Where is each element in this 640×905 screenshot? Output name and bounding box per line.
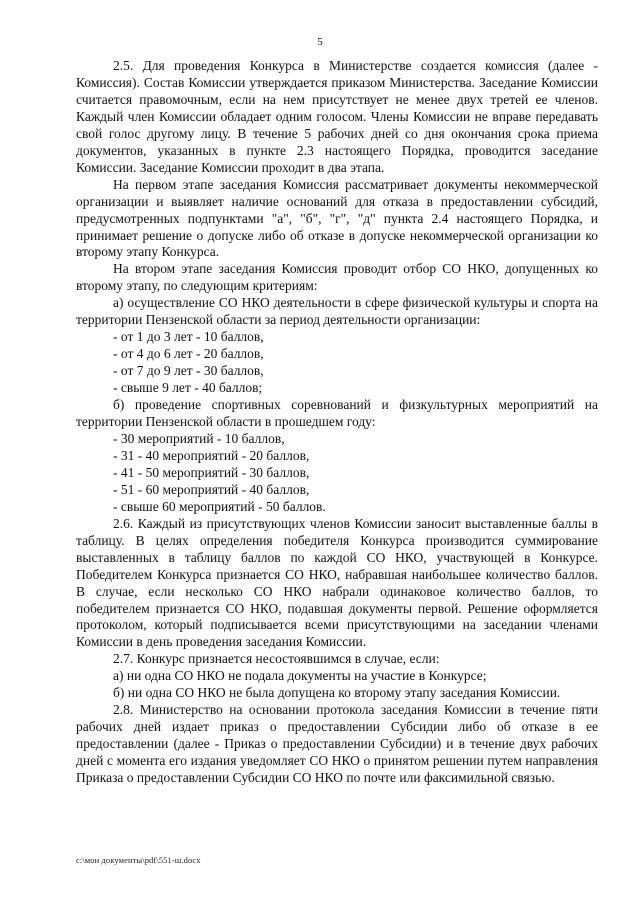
condition-a: а) ни одна СО НКО не подала документы на участие в Конкурсе; <box>113 668 487 684</box>
paragraph-2-5: 2.5. Для проведения Конкурса в Министерстве создается комиссия (далее - Комиссия). Состав Комиссии утверждается приказом Министерства. Заседание Комиссии считается правомочным, если на нем присутствует не менее двух третей ее членов. Каждый член Комиссии обладает одним голосом. Члены Комиссии не вправе передавать свой голос другому лицу. В течение 5 рабочих дней со дня окончания срока приема документов, указанных в пункте 2.3 настоящего Порядка, проводится заседание Комиссии. Заседание Комиссии проходит в два этапа. <box>76 58 598 175</box>
document-body <box>76 58 598 787</box>
paragraph-2-8: 2.8. Министерство на основании протокола заседания Комиссии в течение пяти рабочих дней издает приказ о предоставлении Субсидии либо об отказе в ее предоставлении (далее - Приказ о предоставлении Субсидии) и в течение двух рабочих дней с момента его издания уведомляет СО НКО о принятом решении путем направления Приказа о предоставлении Субсидии СО НКО по почте или факсимильной связью. <box>76 702 598 786</box>
page-number: 5 <box>317 36 323 48</box>
criterion-b-item: - 30 мероприятий - 10 баллов, <box>113 430 285 446</box>
criterion-a-item: - свыше 9 лет - 40 баллов; <box>113 380 263 396</box>
criterion-b-item: - свыше 60 мероприятий - 50 баллов. <box>113 498 326 514</box>
paragraph-2-7: 2.7. Конкурс признается несостоявшимся в случае, если: <box>113 651 440 667</box>
condition-b: б) ни одна СО НКО не была допущена ко второму этапу заседания Комиссии. <box>113 685 561 701</box>
criterion-b-item: - 41 - 50 мероприятий - 30 баллов, <box>113 464 310 480</box>
criterion-b-item: - 31 - 40 мероприятий - 20 баллов, <box>113 447 310 463</box>
criterion-a-item: - от 7 до 9 лет - 30 баллов, <box>113 363 264 379</box>
paragraph-stage-one: На первом этапе заседания Комиссия рассматривает документы некоммерческой организации и выявляет наличие оснований для отказа в предоставлении субсидий, предусмотренных подпунктами "а", "б", "г", "д" пункта 2.4 настоящего Порядка, и принимает решение о допуске либо об отказе в допуске некоммерческой организации ко второму этапу Конкурса. <box>76 176 598 260</box>
paragraph-stage-two: На втором этапе заседания Комиссия проводит отбор СО НКО, допущенных ко второму этапу, по следующим критериям: <box>76 261 598 294</box>
criterion-a: а) осуществление СО НКО деятельности в сфере физической культуры и спорта на территории Пензенской области за период деятельности организации: <box>76 295 598 328</box>
criterion-a-item: - от 4 до 6 лет - 20 баллов, <box>113 346 264 362</box>
criterion-a-item: - от 1 до 3 лет - 10 баллов, <box>113 329 264 345</box>
criterion-b-item: - 51 - 60 мероприятий - 40 баллов, <box>113 481 310 497</box>
footer-file-path: c:\мои документы\pdf\551-ш.docx <box>76 855 201 865</box>
criterion-b: б) проведение спортивных соревнований и физкультурных мероприятий на территории Пензенской области в прошедшем году: <box>76 397 598 430</box>
paragraph-2-6: 2.6. Каждый из присутствующих членов Комиссии заносит выставленные баллы в таблицу. В целях определения победителя Конкурса производится суммирование выставленных в таблицу баллов по каждой СО НКО, участвующей в Конкурсе. Победителем Конкурса признается СО НКО, набравшая наибольшее количество баллов. В случае, если несколько СО НКО набрали одинаковое количество баллов, то победителем признается СО НКО, подавшая документы первой. Решение оформляется протоколом, который подписывается всеми присутствующими на заседании членами Комиссии в день проведения заседания Комиссии. <box>76 515 598 650</box>
